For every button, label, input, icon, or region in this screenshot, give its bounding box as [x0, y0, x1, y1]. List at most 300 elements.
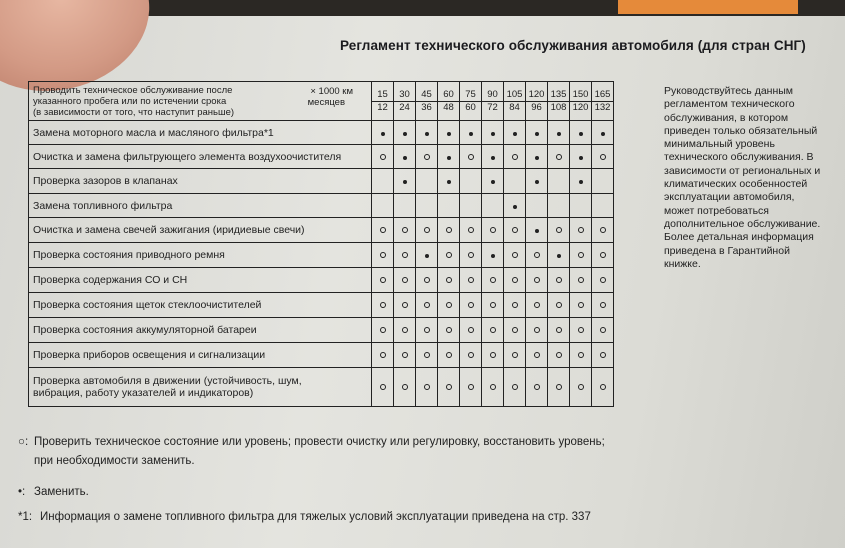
- check-mark: [578, 277, 584, 283]
- operation-cell: [29, 293, 372, 318]
- mark-cell: [482, 243, 504, 268]
- replace-mark: [601, 132, 605, 136]
- legend-footnote: [18, 511, 591, 523]
- mark-cell: [394, 268, 416, 293]
- mark-cell: [548, 343, 570, 368]
- mark-cell: [548, 169, 570, 194]
- footnote-text: Информация о замене топливного фильтра для тяжелых условий эксплуатации приведена на стр. 337: [40, 511, 591, 523]
- mark-cell: [372, 169, 394, 194]
- check-mark: [556, 227, 562, 233]
- table-header-row: [29, 82, 614, 121]
- check-mark: [512, 277, 518, 283]
- mark-cell: [504, 293, 526, 318]
- mark-cell: [592, 194, 614, 218]
- month-value: 60: [460, 101, 481, 114]
- mark-cell: [460, 293, 482, 318]
- mark-cell: [482, 268, 504, 293]
- mark-cell: [504, 145, 526, 169]
- replace-mark: [491, 156, 495, 160]
- km-value: 45: [421, 88, 432, 100]
- mark-cell: [438, 218, 460, 243]
- legend-check-symbol: ○:: [18, 436, 29, 448]
- mark-cell: [416, 293, 438, 318]
- mark-cell: [482, 368, 504, 407]
- check-mark: [468, 384, 474, 390]
- mark-cell: [482, 121, 504, 145]
- check-mark: [402, 252, 408, 258]
- operation-cell: [29, 318, 372, 343]
- mark-cell: [416, 243, 438, 268]
- mark-cell: [416, 194, 438, 218]
- mark-cell: [504, 121, 526, 145]
- check-mark: [424, 384, 430, 390]
- interval-header-cell: [592, 82, 614, 121]
- table-row: [29, 169, 614, 194]
- check-mark: [578, 227, 584, 233]
- mark-cell: [416, 343, 438, 368]
- mark-cell: [438, 293, 460, 318]
- mark-cell: [504, 194, 526, 218]
- check-mark: [424, 227, 430, 233]
- check-mark: [468, 277, 474, 283]
- month-value: 84: [504, 101, 525, 114]
- mark-cell: [504, 243, 526, 268]
- note-line: технического обслуживания. В: [664, 151, 814, 164]
- mark-cell: [438, 169, 460, 194]
- month-value: 72: [482, 101, 503, 114]
- mark-cell: [438, 318, 460, 343]
- mark-cell: [570, 318, 592, 343]
- mark-cell: [548, 318, 570, 343]
- check-mark: [446, 384, 452, 390]
- operation-cell: [29, 218, 372, 243]
- mark-cell: [394, 343, 416, 368]
- legend-replace-text: Заменить.: [34, 486, 89, 498]
- replace-mark: [403, 156, 407, 160]
- maintenance-schedule-table: [28, 81, 614, 407]
- check-mark: [600, 227, 606, 233]
- replace-mark: [491, 254, 495, 258]
- operation-cell: [29, 343, 372, 368]
- mark-cell: [394, 243, 416, 268]
- interval-header-cell: [548, 82, 570, 121]
- check-mark: [424, 154, 430, 160]
- operation-text: Проверка приборов освещения и сигнализации: [33, 349, 266, 361]
- mark-cell: [438, 268, 460, 293]
- check-mark: [534, 277, 540, 283]
- mark-cell: [460, 268, 482, 293]
- mark-cell: [394, 121, 416, 145]
- operation-text-cont: вибрация, работу указателей и индикаторов): [33, 387, 254, 399]
- mark-cell: [482, 218, 504, 243]
- interval-header-cell: [372, 82, 394, 121]
- replace-mark: [447, 180, 451, 184]
- check-mark: [402, 352, 408, 358]
- km-value: 30: [399, 88, 410, 100]
- mark-cell: [592, 293, 614, 318]
- mark-cell: [570, 145, 592, 169]
- check-mark: [490, 302, 496, 308]
- check-mark: [600, 252, 606, 258]
- mark-cell: [592, 368, 614, 407]
- check-mark: [446, 302, 452, 308]
- mark-cell: [570, 194, 592, 218]
- check-mark: [512, 384, 518, 390]
- mark-cell: [394, 218, 416, 243]
- check-mark: [446, 352, 452, 358]
- replace-mark: [403, 180, 407, 184]
- mark-cell: [372, 318, 394, 343]
- legend-check: [18, 436, 605, 448]
- check-mark: [424, 327, 430, 333]
- replace-mark: [535, 229, 539, 233]
- unit-months-label: месяцев: [307, 96, 345, 108]
- mark-cell: [460, 368, 482, 407]
- mark-cell: [592, 145, 614, 169]
- mark-cell: [460, 145, 482, 169]
- month-value: 48: [438, 101, 459, 114]
- note-line: дополнительное обслуживание.: [664, 217, 821, 230]
- check-mark: [512, 227, 518, 233]
- month-value: 36: [416, 101, 437, 114]
- interval-header-cell: [460, 82, 482, 121]
- mark-cell: [394, 368, 416, 407]
- check-mark: [490, 277, 496, 283]
- mark-cell: [372, 194, 394, 218]
- check-mark: [534, 302, 540, 308]
- note-line: Более детальная информация: [664, 231, 814, 244]
- operation-text: Проверка автомобиля в движении (устойчивость, шум,: [33, 375, 302, 387]
- km-value: 135: [550, 88, 567, 100]
- header-text-1: Проводить техническое обслуживание после: [33, 84, 233, 96]
- mark-cell: [482, 194, 504, 218]
- check-mark: [512, 327, 518, 333]
- unit-km-label: × 1000 км: [310, 85, 353, 97]
- table-row: [29, 293, 614, 318]
- interval-header-cell: [504, 82, 526, 121]
- legend-check-cont: [34, 455, 195, 467]
- mark-cell: [482, 145, 504, 169]
- mark-cell: [592, 243, 614, 268]
- mark-cell: [548, 145, 570, 169]
- note-line: обслуживания, в котором: [664, 111, 789, 124]
- operation-cell: [29, 194, 372, 218]
- check-mark: [600, 327, 606, 333]
- operation-text: Очистка и замена фильтрующего элемента воздухоочистителя: [33, 150, 342, 163]
- km-value: 60: [443, 88, 454, 100]
- interval-header-cell: [570, 82, 592, 121]
- check-mark: [468, 327, 474, 333]
- month-value: 24: [394, 101, 415, 114]
- mark-cell: [372, 145, 394, 169]
- mark-cell: [460, 343, 482, 368]
- replace-mark: [381, 132, 385, 136]
- month-value: 120: [570, 101, 591, 114]
- check-mark: [402, 327, 408, 333]
- operation-text: Очистка и замена свечей зажигания (иридиевые свечи): [33, 224, 305, 236]
- mark-cell: [460, 318, 482, 343]
- check-mark: [556, 352, 562, 358]
- mark-cell: [526, 121, 548, 145]
- mark-cell: [526, 343, 548, 368]
- check-mark: [446, 327, 452, 333]
- check-mark: [402, 302, 408, 308]
- check-mark: [446, 227, 452, 233]
- legend-replace: [18, 486, 89, 498]
- table-row: [29, 194, 614, 218]
- check-mark: [380, 277, 386, 283]
- mark-cell: [460, 194, 482, 218]
- interval-header-cell: [438, 82, 460, 121]
- mark-cell: [570, 121, 592, 145]
- check-mark: [600, 302, 606, 308]
- note-line: приведена в Гарантийной: [664, 244, 790, 257]
- mark-cell: [592, 218, 614, 243]
- table-row: [29, 318, 614, 343]
- note-line: климатических особенностей: [664, 178, 808, 191]
- mark-cell: [482, 169, 504, 194]
- replace-mark: [513, 205, 517, 209]
- header-label-cell: [29, 82, 372, 121]
- km-value: 90: [487, 88, 498, 100]
- check-mark: [380, 154, 386, 160]
- mark-cell: [526, 318, 548, 343]
- mark-cell: [592, 268, 614, 293]
- km-value: 150: [572, 88, 589, 100]
- operation-text: Проверка состояния аккумуляторной батареи: [33, 324, 257, 336]
- replace-mark: [557, 132, 561, 136]
- km-value: 165: [594, 88, 611, 100]
- page-title: Регламент технического обслуживания автомобиля (для стран СНГ): [340, 38, 806, 53]
- check-mark: [578, 252, 584, 258]
- operation-cell: [29, 121, 372, 145]
- check-mark: [600, 384, 606, 390]
- replace-mark: [491, 180, 495, 184]
- table-row: [29, 368, 614, 407]
- legend-check-text-1: Проверить техническое состояние или уровень; провести очистку или регулировку, восстановить уровень;: [34, 436, 605, 448]
- table-row: [29, 343, 614, 368]
- mark-cell: [438, 121, 460, 145]
- check-mark: [600, 352, 606, 358]
- check-mark: [512, 302, 518, 308]
- interval-header-cell: [482, 82, 504, 121]
- mark-cell: [438, 368, 460, 407]
- operation-text: Проверка состояния приводного ремня: [33, 249, 225, 261]
- mark-cell: [570, 368, 592, 407]
- mark-cell: [438, 145, 460, 169]
- operation-text: Замена топливного фильтра: [33, 199, 173, 212]
- check-mark: [380, 252, 386, 258]
- mark-cell: [548, 293, 570, 318]
- replace-mark: [425, 254, 429, 258]
- check-mark: [468, 227, 474, 233]
- check-mark: [490, 227, 496, 233]
- mark-cell: [570, 343, 592, 368]
- check-mark: [534, 252, 540, 258]
- interval-header-cell: [394, 82, 416, 121]
- mark-cell: [460, 169, 482, 194]
- mark-cell: [416, 169, 438, 194]
- check-mark: [556, 384, 562, 390]
- mark-cell: [438, 243, 460, 268]
- mark-cell: [372, 268, 394, 293]
- check-mark: [380, 384, 386, 390]
- mark-cell: [504, 368, 526, 407]
- mark-cell: [526, 194, 548, 218]
- operation-cell: [29, 169, 372, 194]
- mark-cell: [394, 318, 416, 343]
- mark-cell: [570, 293, 592, 318]
- mark-cell: [416, 121, 438, 145]
- mark-cell: [416, 218, 438, 243]
- operation-text: Проверка зазоров в клапанах: [33, 175, 178, 187]
- mark-cell: [504, 318, 526, 343]
- note-line: зависимости от региональных и: [664, 164, 821, 177]
- table-row: [29, 121, 614, 145]
- mark-cell: [548, 368, 570, 407]
- mark-cell: [504, 169, 526, 194]
- check-mark: [578, 352, 584, 358]
- check-mark: [578, 302, 584, 308]
- operation-cell: [29, 268, 372, 293]
- month-value: 96: [526, 101, 547, 114]
- check-mark: [468, 154, 474, 160]
- check-mark: [490, 384, 496, 390]
- check-mark: [534, 384, 540, 390]
- check-mark: [556, 302, 562, 308]
- mark-cell: [460, 218, 482, 243]
- operation-text: Проверка содержания СО и СН: [33, 274, 188, 286]
- mark-cell: [372, 218, 394, 243]
- mark-cell: [526, 368, 548, 407]
- mark-cell: [372, 243, 394, 268]
- mark-cell: [504, 268, 526, 293]
- check-mark: [490, 327, 496, 333]
- mark-cell: [372, 368, 394, 407]
- check-mark: [380, 302, 386, 308]
- check-mark: [534, 327, 540, 333]
- check-mark: [468, 352, 474, 358]
- note-line: минимальный уровень: [664, 138, 775, 151]
- check-mark: [402, 384, 408, 390]
- check-mark: [578, 384, 584, 390]
- replace-mark: [491, 132, 495, 136]
- replace-mark: [425, 132, 429, 136]
- mark-cell: [372, 293, 394, 318]
- mark-cell: [482, 293, 504, 318]
- mark-cell: [482, 318, 504, 343]
- header-text-3: (в зависимости от того, что наступит раньше): [33, 106, 235, 118]
- mark-cell: [548, 194, 570, 218]
- mark-cell: [570, 268, 592, 293]
- mark-cell: [416, 145, 438, 169]
- mark-cell: [394, 169, 416, 194]
- check-mark: [578, 327, 584, 333]
- mark-cell: [394, 194, 416, 218]
- mark-cell: [570, 243, 592, 268]
- mark-cell: [504, 218, 526, 243]
- operation-text: Проверка состояния щеток стеклоочистителей: [33, 299, 262, 311]
- check-mark: [512, 352, 518, 358]
- note-line: может потребоваться: [664, 204, 769, 217]
- check-mark: [600, 277, 606, 283]
- mark-cell: [526, 268, 548, 293]
- mark-cell: [570, 169, 592, 194]
- mark-cell: [592, 169, 614, 194]
- interval-header-cell: [526, 82, 548, 121]
- mark-cell: [548, 218, 570, 243]
- operation-cell: [29, 145, 372, 169]
- legend-replace-symbol: •:: [18, 486, 26, 498]
- check-mark: [512, 252, 518, 258]
- check-mark: [424, 352, 430, 358]
- replace-mark: [579, 156, 583, 160]
- operation-text: Замена моторного масла и масляного фильтра*1: [33, 126, 274, 139]
- check-mark: [534, 352, 540, 358]
- check-mark: [446, 252, 452, 258]
- check-mark: [402, 277, 408, 283]
- km-value: 105: [506, 88, 523, 100]
- mark-cell: [548, 121, 570, 145]
- month-value: 12: [372, 101, 393, 114]
- table-row: [29, 243, 614, 268]
- header-text-2: указанного пробега или по истечении срока: [33, 95, 227, 107]
- check-mark: [490, 352, 496, 358]
- mark-cell: [526, 145, 548, 169]
- page-tab-marker: [618, 0, 798, 14]
- mark-cell: [570, 218, 592, 243]
- check-mark: [402, 227, 408, 233]
- replace-mark: [535, 156, 539, 160]
- replace-mark: [535, 132, 539, 136]
- replace-mark: [557, 254, 561, 258]
- mark-cell: [372, 121, 394, 145]
- mark-cell: [416, 368, 438, 407]
- mark-cell: [460, 121, 482, 145]
- mark-cell: [438, 343, 460, 368]
- replace-mark: [579, 180, 583, 184]
- km-value: 15: [377, 88, 388, 100]
- table-row: [29, 145, 614, 169]
- check-mark: [380, 352, 386, 358]
- note-line: регламентом технического: [664, 98, 795, 111]
- mark-cell: [526, 169, 548, 194]
- check-mark: [468, 252, 474, 258]
- mark-cell: [592, 121, 614, 145]
- mark-cell: [438, 194, 460, 218]
- check-mark: [380, 327, 386, 333]
- note-line: приведен только обязательный: [664, 124, 818, 137]
- mark-cell: [504, 343, 526, 368]
- check-mark: [556, 154, 562, 160]
- replace-mark: [469, 132, 473, 136]
- legend-check-text-2: при необходимости заменить.: [34, 455, 195, 467]
- mark-cell: [416, 268, 438, 293]
- note-line: книжке.: [664, 257, 701, 270]
- km-value: 75: [465, 88, 476, 100]
- replace-mark: [403, 132, 407, 136]
- check-mark: [468, 302, 474, 308]
- table-row: [29, 268, 614, 293]
- replace-mark: [447, 132, 451, 136]
- mark-cell: [526, 293, 548, 318]
- mark-cell: [548, 243, 570, 268]
- note-line: эксплуатации автомобиля,: [664, 191, 795, 204]
- replace-mark: [513, 132, 517, 136]
- interval-header-cell: [416, 82, 438, 121]
- footnote-symbol: *1:: [18, 511, 33, 523]
- check-mark: [600, 154, 606, 160]
